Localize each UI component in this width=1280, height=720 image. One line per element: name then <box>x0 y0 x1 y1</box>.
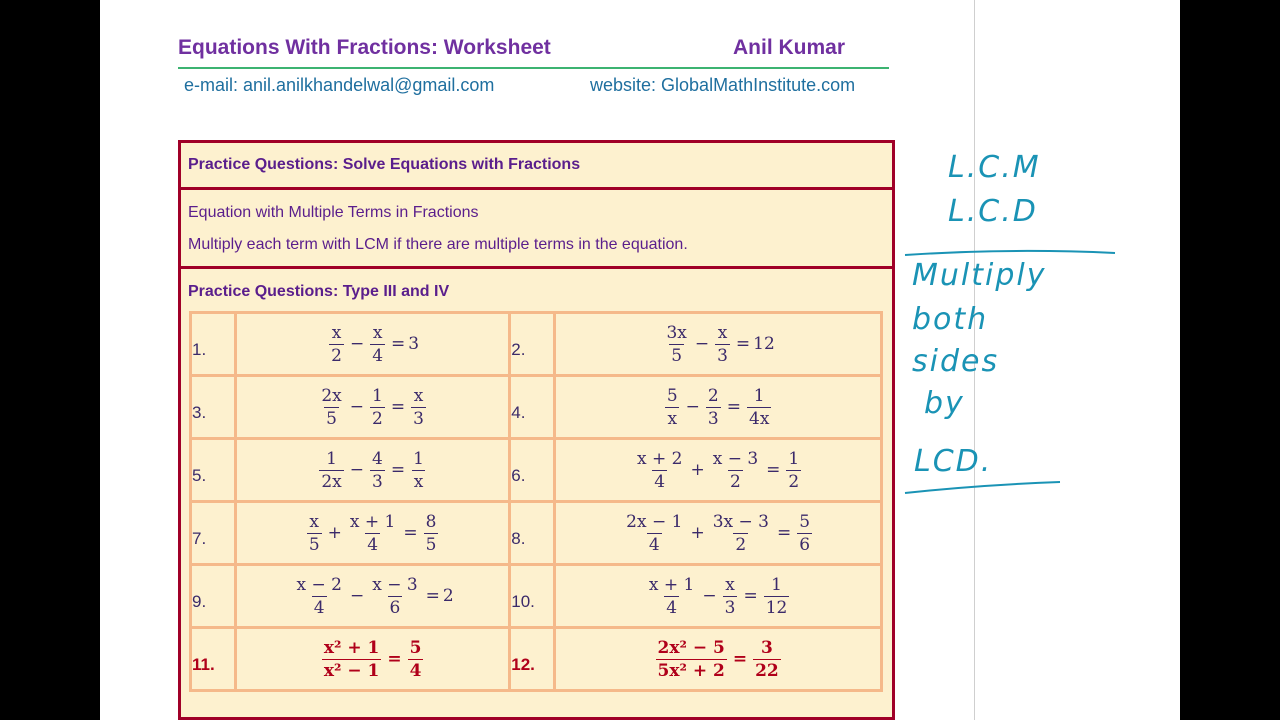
fraction-rhs <box>797 511 812 556</box>
equation <box>319 637 427 682</box>
question-equation <box>236 628 510 691</box>
equals-sign: = <box>732 649 748 669</box>
operator: − <box>349 397 364 417</box>
equals-sign: = <box>743 586 758 606</box>
header-rule <box>178 67 889 69</box>
question-number <box>191 565 236 628</box>
denominator: 4 <box>666 597 678 618</box>
fraction-term <box>322 637 382 682</box>
question-equation <box>555 376 882 439</box>
handwritten-multiply: Multiply <box>912 258 1047 293</box>
question-number-label: 10. <box>511 592 535 611</box>
fraction-rhs <box>408 637 424 682</box>
equals-sign: = <box>735 334 751 354</box>
fraction-term <box>329 322 344 367</box>
operator: − <box>694 334 710 354</box>
handwritten-sides: sides <box>912 344 1000 379</box>
numerator: 1 <box>413 448 424 469</box>
fraction-term <box>711 511 771 556</box>
denominator: 4 <box>372 345 384 366</box>
question-number-label: 6. <box>511 466 526 485</box>
equals-sign: = <box>390 460 406 480</box>
question-number-label: 4. <box>511 403 526 422</box>
question-number <box>191 502 236 565</box>
instruction-band <box>181 190 892 269</box>
question-number-label: 11. <box>192 655 215 674</box>
equation <box>304 511 442 556</box>
numerator: x² + 1 <box>323 637 380 658</box>
equation <box>621 511 815 556</box>
numerator: x <box>331 322 342 343</box>
fraction-term <box>348 511 397 556</box>
question-number <box>191 376 236 439</box>
worksheet-title: Equations With Fractions: Worksheet <box>178 36 551 59</box>
operator: − <box>349 586 365 606</box>
numerator: 2x² − 5 <box>657 637 725 658</box>
equals-sign: = <box>391 334 406 354</box>
question-number <box>510 313 555 376</box>
fraction-rhs <box>753 637 781 682</box>
handwritten-by: by <box>924 386 965 421</box>
equals-sign: = <box>387 649 402 669</box>
equation <box>632 448 804 493</box>
question-equation <box>555 313 882 376</box>
equation <box>316 448 429 493</box>
numerator: x <box>725 574 735 595</box>
denominator: 4 <box>648 534 660 555</box>
questions-table <box>189 311 883 692</box>
numerator: 5 <box>799 511 811 532</box>
equation <box>316 385 429 430</box>
fraction-term <box>647 574 696 619</box>
operator: − <box>349 334 365 354</box>
denominator: 3 <box>707 408 719 429</box>
table-row <box>191 502 882 565</box>
fraction-term <box>723 574 738 619</box>
numerator: 1 <box>771 574 782 595</box>
table-row <box>191 439 882 502</box>
question-number <box>191 313 236 376</box>
denominator: 4 <box>654 471 666 492</box>
denominator: 4 <box>367 534 379 555</box>
question-number <box>510 502 555 565</box>
denominator: 5 <box>671 345 683 366</box>
denominator: 2 <box>372 408 383 429</box>
numerator: 3x − 3 <box>712 511 769 532</box>
numerator: x <box>717 322 728 343</box>
equation <box>662 385 775 430</box>
table-row <box>191 565 882 628</box>
practice-heading-2: Practice Questions: Type III and IV <box>188 283 450 300</box>
rhs-value: 2 <box>442 586 454 606</box>
question-equation <box>236 313 510 376</box>
denominator: 4 <box>313 597 325 618</box>
fraction-term <box>307 511 322 556</box>
rhs-value: 12 <box>753 334 775 354</box>
question-number <box>191 628 236 691</box>
denominator: 3 <box>372 471 383 492</box>
question-number-label: 7. <box>192 529 207 548</box>
fraction-term <box>370 448 385 493</box>
numerator: x <box>413 385 424 406</box>
fraction-rhs <box>786 448 801 493</box>
numerator: 1 <box>753 385 765 406</box>
question-equation <box>236 502 510 565</box>
handwritten-lcd-2: LCD. <box>914 444 993 479</box>
subtitle-text: Equation with Multiple Terms in Fractions <box>188 204 479 221</box>
question-number <box>510 628 555 691</box>
handwritten-both: both <box>912 302 989 337</box>
numerator: 5 <box>409 637 422 658</box>
numerator: 3x <box>666 322 687 343</box>
equation <box>661 322 774 367</box>
practice-heading-1: Practice Questions: Solve Equations with Fractions <box>188 156 581 173</box>
worksheet-page <box>100 0 1180 720</box>
numerator: x + 2 <box>636 448 683 469</box>
fraction-rhs <box>411 448 426 493</box>
fraction-term <box>319 448 343 493</box>
denominator: 6 <box>799 534 811 555</box>
numerator: 8 <box>425 511 437 532</box>
fraction-rhs <box>424 511 439 556</box>
question-equation <box>236 376 510 439</box>
denominator: 2 <box>730 471 741 492</box>
fraction-term <box>664 322 688 367</box>
denominator: 2 <box>788 471 800 492</box>
question-number <box>191 439 236 502</box>
question-number-label: 9. <box>192 592 207 611</box>
fraction-rhs <box>764 574 790 619</box>
table-row <box>191 376 882 439</box>
practice-box <box>178 140 895 720</box>
question-number <box>510 376 555 439</box>
question-number <box>510 565 555 628</box>
fraction-term <box>370 574 419 619</box>
fraction-term <box>715 322 730 367</box>
equals-sign: = <box>403 523 418 543</box>
table-row <box>191 313 882 376</box>
numerator: 2x <box>321 385 342 406</box>
operator: − <box>349 460 364 480</box>
denominator: 2 <box>331 345 342 366</box>
question-equation <box>236 439 510 502</box>
question-number-label: 3. <box>192 403 207 422</box>
numerator: x <box>372 322 383 343</box>
operator: − <box>702 586 717 606</box>
author-name: Anil Kumar <box>733 36 846 59</box>
handwritten-lcm: L.C.M <box>948 150 1041 185</box>
operator: + <box>327 523 342 543</box>
denominator: 3 <box>413 408 424 429</box>
numerator: 4 <box>372 448 383 469</box>
question-number <box>510 439 555 502</box>
denominator: 22 <box>755 660 779 681</box>
equation <box>644 574 792 619</box>
denominator: 12 <box>765 597 788 618</box>
numerator: x + 1 <box>349 511 396 532</box>
numerator: 3 <box>760 637 773 658</box>
fraction-rhs <box>411 385 426 430</box>
numerator: x + 1 <box>648 574 695 595</box>
denominator: 5x² + 2 <box>657 660 725 681</box>
equals-sign: = <box>425 586 440 606</box>
question-number-label: 1. <box>192 340 207 359</box>
fraction-term <box>711 448 760 493</box>
question-equation <box>555 502 882 565</box>
question-equation <box>555 439 882 502</box>
numerator: x − 3 <box>712 448 759 469</box>
denominator: 5 <box>326 408 337 429</box>
fraction-rhs <box>747 385 771 430</box>
question-number-label: 2. <box>511 340 526 359</box>
question-number-label: 12. <box>511 655 535 674</box>
numerator: 5 <box>666 385 678 406</box>
numerator: x − 2 <box>296 574 342 595</box>
fraction-term <box>370 322 385 367</box>
operator: − <box>685 397 700 417</box>
question-equation <box>236 565 510 628</box>
equals-sign: = <box>390 397 406 417</box>
equation <box>326 322 419 367</box>
equals-sign: = <box>726 397 741 417</box>
denominator: 5 <box>308 534 320 555</box>
denominator: 2 <box>735 534 747 555</box>
rhs-value: 3 <box>408 334 420 354</box>
numerator: 1 <box>372 385 383 406</box>
equals-sign: = <box>776 523 792 543</box>
fraction-term <box>665 385 680 430</box>
denominator: 6 <box>389 597 401 618</box>
heading-band-1 <box>181 143 892 190</box>
numerator: 2 <box>707 385 719 406</box>
numerator: 1 <box>326 448 337 469</box>
fraction-term <box>370 385 385 430</box>
numerator: x − 3 <box>372 574 418 595</box>
handwritten-lcd: L.C.D <box>948 194 1038 229</box>
equation <box>291 574 453 619</box>
website-text: website: GlobalMathInstitute.com <box>590 75 856 95</box>
denominator: x <box>413 471 424 492</box>
operator: + <box>690 460 705 480</box>
denominator: 4x <box>749 408 770 429</box>
question-number-label: 8. <box>511 529 526 548</box>
fraction-term <box>294 574 343 619</box>
fraction-term <box>706 385 721 430</box>
numerator: 2x − 1 <box>626 511 683 532</box>
email-text: e-mail: anil.anilkhandelwal@gmail.com <box>184 75 495 95</box>
denominator: 2x <box>321 471 342 492</box>
question-equation <box>555 565 882 628</box>
denominator: 3 <box>724 597 736 618</box>
denominator: 5 <box>425 534 437 555</box>
table-row <box>191 628 882 691</box>
fraction-term <box>635 448 684 493</box>
numerator: 1 <box>788 448 800 469</box>
equals-sign: = <box>766 460 781 480</box>
fraction-term <box>319 385 343 430</box>
denominator: x² − 1 <box>323 660 380 681</box>
denominator: 3 <box>717 345 728 366</box>
equation <box>653 637 784 682</box>
operator: + <box>690 523 705 543</box>
instruction-text: Multiply each term with LCM if there are multiple terms in the equation. <box>188 236 688 253</box>
question-number-label: 5. <box>192 466 207 485</box>
denominator: 4 <box>409 660 422 681</box>
question-equation <box>555 628 882 691</box>
fraction-term <box>656 637 727 682</box>
denominator: x <box>667 408 678 429</box>
fraction-term <box>624 511 684 556</box>
numerator: x <box>309 511 320 532</box>
